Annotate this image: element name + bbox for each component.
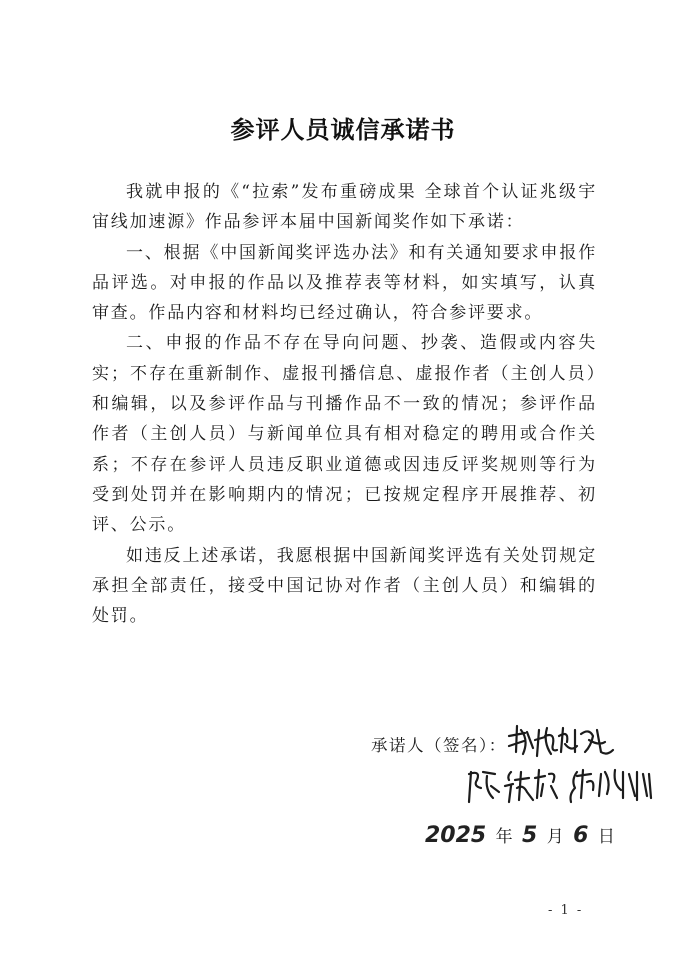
- date-line: [425, 822, 619, 848]
- date-day-unit: 日: [597, 827, 615, 847]
- paragraph-liability: 如违反上述承诺，我愿根据中国新闻奖评选有关处罚规定承担全部责任，接受中国记协对作者（主创人员）和编辑的处罚。: [92, 545, 597, 627]
- signature-label: 承诺人（签名）：: [371, 736, 507, 755]
- date-year: 2025: [425, 823, 487, 848]
- paragraph-commitment-2: 二、申报的作品不存在导向问题、抄袭、造假或内容失实；不存在重新制作、虚报刊播信息、虚报作者（主创人员）和编辑，以及参评作品与刊播作品不一致的情况；参评作品作者（主创人员）与新闻单位具有相对稳定的聘用或合作关系；不存在参评人员违反职业道德或因违反评奖规则等行为受到处罚并在影响期内的情况；已按规定程序开展推荐、初评、公示。: [92, 333, 597, 536]
- date-day: 6: [573, 823, 589, 848]
- page-number: - 1 -: [548, 903, 584, 918]
- handwritten-signature-2: [465, 762, 665, 808]
- handwritten-signature-1: [505, 722, 615, 764]
- date-year-unit: 年: [495, 827, 513, 847]
- document-body: [92, 177, 597, 631]
- document-title: 参评人员诚信承诺书: [230, 115, 456, 144]
- paragraph-intro: 我就申报的《“拉索”发布重磅成果 全球首个认证兆级宇宙线加速源》作品参评本届中国新闻奖作如下承诺：: [92, 182, 597, 233]
- paragraph-commitment-1: 一、根据《中国新闻奖评选办法》和有关通知要求申报作品评选。对申报的作品以及推荐表等材料，如实填写，认真审查。作品内容和材料均已经过确认，符合参评要求。: [92, 242, 597, 324]
- date-month: 5: [522, 823, 538, 848]
- date-month-unit: 月: [546, 827, 564, 847]
